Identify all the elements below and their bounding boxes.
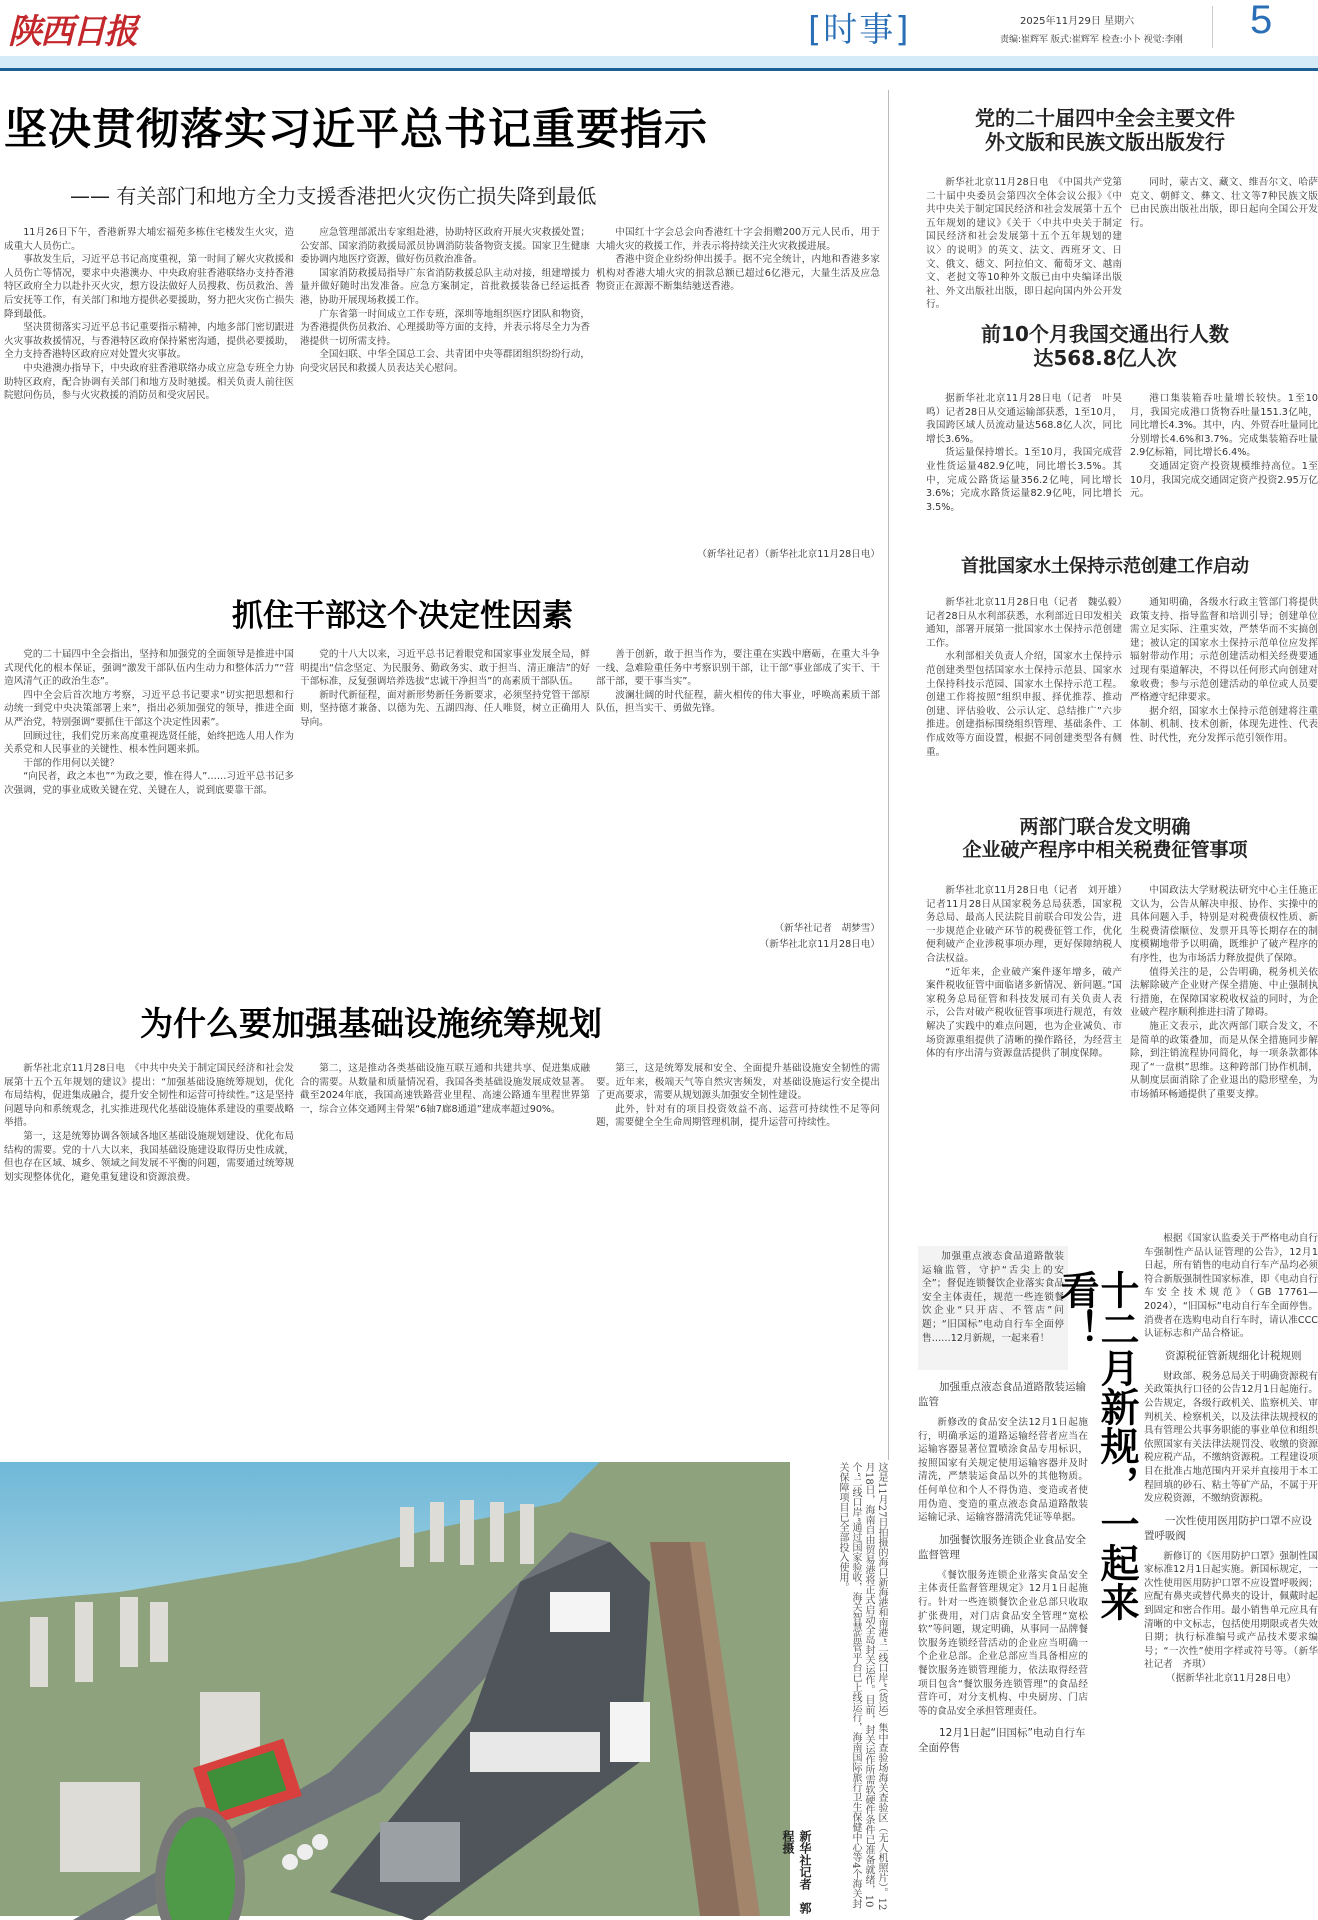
traffic-headline-line-1: 前10个月我国交通出行人数 bbox=[981, 322, 1229, 346]
december-column-1 bbox=[918, 1380, 1088, 1900]
docs-paragraph: 新华社北京11月28日电 《中国共产党第二十届中央委员会第四次全体会议公报》《中共中央关于制定国民经济和社会发展第十五个五年规划的建议》《关于〈中共中央关于制定国民经济和社会发展第十五个五年规划的建议〉的说明》的英文、法文、西班牙文、日文、俄文、德文、阿拉伯文、葡萄牙文、越南文、老挝文等10种外文版已由中央编译出版社、外文出版社出版，即日起向国内外公开发行。 bbox=[926, 177, 1122, 311]
tax-paragraph: “近年来，企业破产案件逐年增多，破产案件税收征管中面临诸多新情况、新问题。”国家税务总局征管和科技发展司有关负责人表示，公告对破产税收征管事项进行规范，有效解决了实践中的难点问题，也为企业减负、市场资源重组提供了清晰的操作路径，为经营主体的有序出清与资源盘活提供了制度保障。 bbox=[926, 966, 1122, 1060]
soil-column-1 bbox=[926, 596, 1122, 796]
cadres-byline-dateline: （新华社北京11月28日电） bbox=[759, 939, 880, 950]
december-item-body: 新修改的食品安全法12月1日起施行，明确承运的道路运输经营者应当在运输容器显著位置喷涂食品专用标识，按照国家有关规定使用运输容器并及时清洗，严禁装运食品以外的其他物质。任何单位和个人不得伪造、变造或者使用伪造、变造的重点液态食品道路散装运输记录、运输容器清洗凭证等单据。 bbox=[918, 1417, 1088, 1524]
cadres-column-1 bbox=[4, 648, 294, 978]
traffic-paragraph: 交通固定资产投资规模维持高位。1至10月，我国完成交通固定资产投资2.95万亿元。 bbox=[1130, 460, 1318, 500]
docs-headline-line-2: 外文版和民族文版出版发行 bbox=[985, 130, 1225, 154]
traffic-paragraph: 货运量保持增长。1至10月，我国完成营业性货运量482.9亿吨，同比增长3.5%。其中，完成公路货运量356.2亿吨，同比增长3.6%；完成水路货运量82.9亿吨，同比增长3.5%。 bbox=[926, 447, 1122, 513]
cadres-paragraph: 干部的作用何以关键？ bbox=[23, 757, 120, 769]
aerial-photo-illustration bbox=[0, 1462, 790, 1916]
soil-paragraph: 通知明确，各级水行政主管部门将提供政策支持、指导监督和培训引导；创建单位需立足实际、注重实效，严禁华而不实搞创建；被认定的国家水土保持示范单位应发挥辐射带动作用；示范创建活动相关经费要通过现有渠道解决，不得以任何形式向创建对象收费；参与示范创建活动的单位或人员要严格遵守纪律要求。 bbox=[1130, 597, 1318, 704]
december-item-body: 《餐饮服务连锁企业落实食品安全主体责任监督管理规定》12月1日起施行。针对一些连锁餐饮企业总部只收取扩张费用，对门店食品安全管理“宽松软”等问题，规定明确，从事同一品牌餐饮服务连锁经营活动的企业应当明确一个企业总部。企业总部应当具备相应的餐饮服务连锁管理能力，依法取得经营项目包含“餐饮服务连锁管理”的食品经营许可，对分支机构、中央厨房、门店等的食品安全承担管理责任。 bbox=[918, 1569, 1088, 1717]
lead-paragraph: 国家消防救援局指导广东省消防救援总队主动对接，组建增援力量并做好随时出发准备。应急方案制定，首批救援装备已经运抵香港，协助开展现场救援工作。 bbox=[300, 267, 590, 306]
infra-column-2 bbox=[300, 1062, 590, 1450]
december-item-title: 资源税征管新规细化计税规则 bbox=[1165, 1349, 1302, 1362]
soil-paragraph: 水利部相关负责人介绍，国家水土保持示范创建类型包括国家水土保持示范县、国家水土保持科技示范园、国家水土保持示范工程。创建工作将按照“组织申报、择优推荐、推动创建、评估验收、公示认定、总结推广”六步推进。创建指标围绕组织管理、基础条件、工作成效等方面设置，根据不同创建类型各有侧重。 bbox=[926, 651, 1122, 758]
infra-column-1 bbox=[4, 1062, 294, 1450]
infra-headline: 为什么要加强基础设施统筹规划 bbox=[140, 1004, 602, 1043]
december-vertical-title: 十二月新规，一起来看！ bbox=[1054, 1270, 1139, 1621]
lead-column-2 bbox=[300, 226, 590, 572]
masthead-divider bbox=[1212, 6, 1213, 48]
cadres-paragraph: 党的十八大以来，习近平总书记着眼党和国家事业发展全局，鲜明提出“信念坚定、为民服务、勤政务实、敢于担当、清正廉洁”的好干部标准，反复强调培养选拔“忠诚干净担当”的高素质干部队伍。 bbox=[300, 649, 590, 688]
cadres-paragraph: 党的二十届四中全会指出，坚持和加强党的全面领导是推进中国式现代化的根本保证，强调“激发干部队伍内生动力和整体活力”“营造风清气正的政治生态”。 bbox=[4, 649, 294, 688]
december-intro-box bbox=[918, 1246, 1068, 1370]
december-item-title: 12月1日起“旧国标”电动自行车全面停售 bbox=[918, 1727, 1086, 1755]
lead-paragraph: 香港中资企业纷纷伸出援手。据不完全统计，内地和香港多家机构对香港大埔火灾的捐款总额已超过6亿港元，大量生活及应急物资正在源源不断集结驰送香港。 bbox=[596, 254, 880, 293]
section-label: [时事] bbox=[808, 10, 911, 50]
tax-headline-line-1: 两部门联合发文明确 bbox=[1019, 816, 1191, 838]
tax-paragraph: 新华社北京11月28日电（记者 刘开雄）记者11月28日从国家税务总局获悉，国家税务总局、最高人民法院目前联合印发公告，进一步规范企业破产环节的税费征管工作，优化便利破产企业涉税事项办理，更好保障纳税人合法权益。 bbox=[926, 885, 1122, 964]
lead-column-3 bbox=[596, 226, 880, 544]
lead-subheadline: —— 有关部门和地方全力支援香港把火灾伤亡损失降到最低 bbox=[70, 184, 597, 208]
lead-byline: （新华社记者）（新华社北京11月28日电） bbox=[697, 549, 880, 560]
lead-paragraph: 11月26日下午，香港新界大埔宏福苑多栋住宅楼发生火灾，造成重大人员伤亡。 bbox=[4, 227, 294, 252]
cadres-column-3 bbox=[596, 648, 880, 918]
lead-paragraph: 中央港澳办指导下，中央政府驻香港联络办成立应急专班全力协助特区政府，配合协调有关部门和地方及时驰援。相关负责人前往医院慰问伤员，参与火灾救援的消防员和受灾居民。 bbox=[4, 362, 294, 402]
traffic-column-1 bbox=[926, 392, 1122, 534]
docs-paragraph: 同时，蒙古文、藏文、维吾尔文、哈萨克文、朝鲜文、彝文、壮文等7种民族文版已由民族出版社出版，即日起向全国公开发行。 bbox=[1130, 177, 1318, 229]
docs-column-1 bbox=[926, 176, 1122, 311]
december-item-title: 加强重点液态食品道路散装运输监管 bbox=[918, 1381, 1086, 1408]
photo-caption: 这是11月27日拍摄的海口新海港和南港“二线口岸”（货运）集中查验场海关查验区（无人机照片）。12月18日，海南自由贸易港将正式启动全岛封关运作。目前，封关运作所需软硬件条件已准备就绪，10个“二线口岸”通过国家验收，海关智慧监管平台已上线运行，海南国际旅行卫生保健中心等4个海关封关保障项目已全部投入使用。 bbox=[837, 1462, 887, 1911]
traffic-column-2 bbox=[1130, 392, 1318, 534]
tax-paragraph: 中国政法大学财税法研究中心主任施正文认为，公告从解决申报、协作、实操中的具体问题入手，特别是对税费债权性质、新生税费清偿顺位、发票开具等长期存在的制度模糊地带予以明确，既维护了破产程序的有序性，也为市场活力释放提供了保障。 bbox=[1130, 885, 1318, 964]
staff-credits: 责编:崔辉军 版式:崔辉军 检查:小卜 视觉:李刚 bbox=[1000, 35, 1183, 45]
lead-paragraph: 应急管理部派出专家组赴港，协助特区政府开展火灾救援处置；公安部、国家消防救援局派员协调消防装备物资支援。国家卫生健康委协调内地医疗资源，做好伤员救治准备。 bbox=[300, 227, 590, 266]
column-divider bbox=[888, 90, 889, 1460]
december-intro: 加强重点液态食品道路散装运输监管，守护“舌尖上的安全”；督促连锁餐饮企业落实食品安全主体责任，规范一些连锁餐饮企业“只开店、不管店”问题；“旧国标”电动自行车全面停售……12月新规，一起来看！ bbox=[922, 1251, 1064, 1344]
traffic-paragraph: 据新华社北京11月28日电（记者 叶昊鸣）记者28日从交通运输部获悉，1至10月，我国跨区域人员流动量达568.8亿人次，同比增长3.6%。 bbox=[926, 393, 1122, 445]
infra-paragraph: 第二，这是推动各类基础设施互联互通和共建共享、促进集成融合的需要。从数量和质量情况看，我国各类基础设施发展成效显著。截至2024年底，我国高速铁路营业里程、高速公路通车里程世界第一，综合立体交通网主骨架“6轴7廊8通道”建成率超过90%。 bbox=[300, 1063, 590, 1115]
lead-paragraph: 坚决贯彻落实习近平总书记重要指示精神，内地多部门密切跟进火灾事故救援情况，与香港特区政府保持紧密沟通，提供必要援助，全力支持香港特区政府应对处置火灾事故。 bbox=[4, 322, 294, 361]
soil-headline: 首批国家水土保持示范创建工作启动 bbox=[961, 556, 1249, 577]
infra-paragraph: 此外，针对有的项目投资效益不高、运营可持续性不足等问题，需要健全全生命周期管理机制，提升运营可持续性。 bbox=[596, 1103, 880, 1129]
lead-headline: 坚决贯彻落实习近平总书记重要指示 bbox=[4, 105, 708, 155]
december-item-body: 财政部、税务总局关于明确资源税有关政策执行口径的公告12月1日起施行。公告规定，各级行政机关、监察机关、审判机关、检察机关，以及法律法规授权的具有管理公共事务职能的事业单位和组织依照国家有关法律法规罚没、收缴的资源税应税产品，不缴纳资源税。工程建设项目在批准占地范围内开采并直接用于本工程回填的砂石、粘土等矿产品，不属于开发应税资源，不缴纳资源税。 bbox=[1144, 1370, 1318, 1505]
lead-paragraph: 广东省第一时间成立工作专班，深圳等地组织医疗团队和物资，为香港提供伤员救治、心理援助等方面的支持，并表示将尽全力为香港提供一切所需支持。 bbox=[300, 308, 590, 347]
december-column-2 bbox=[1144, 1232, 1318, 1916]
december-byline: （据新华社北京11月28日电） bbox=[1166, 1673, 1296, 1685]
masthead bbox=[0, 0, 1318, 60]
header-band bbox=[0, 56, 1318, 68]
issue-date: 2025年11月29日 星期六 bbox=[1020, 16, 1135, 27]
cadres-paragraph: 波澜壮阔的时代征程，薪火相传的伟大事业，呼唤高素质干部队伍，担当实干、勇做先锋。 bbox=[596, 689, 880, 715]
tax-column-1 bbox=[926, 884, 1122, 1224]
cadres-paragraph: 新时代新征程，面对新形势新任务新要求，必须坚持党管干部原则，坚持德才兼备、以德为先、五湖四海、任人唯贤，树立正确用人导向。 bbox=[300, 689, 590, 728]
infra-paragraph: 第三，这是统筹发展和安全、全面提升基础设施安全韧性的需要。近年来，极端天气等自然灾害频发，对基础设施运行安全提出了更高要求，需要从规划源头加强安全韧性建设。 bbox=[596, 1063, 880, 1102]
lead-paragraph: 中国红十字会总会向香港红十字会捐赠200万元人民币，用于大埔火灾的救援工作，并表示将持续关注火灾救援进展。 bbox=[596, 227, 880, 252]
aerial-photo-hainan-port bbox=[0, 1462, 790, 1916]
infra-paragraph: 新华社北京11月28日电 《中共中央关于制定国民经济和社会发展第十五个五年规划的建议》提出：“加强基础设施统筹规划，优化布局结构，促进集成融合，提升安全韧性和运营可持续性。”这是坚持问题导向和系统观念，扎实推进现代化基础设施体系建设的重要战略举措。 bbox=[4, 1063, 294, 1129]
cadres-paragraph: “向民者，政之本也”“为政之要，惟在得人”……习近平总书记多次强调，党的事业成败关键在党、关键在人，说到底要靠干部。 bbox=[4, 771, 294, 796]
infra-column-3 bbox=[596, 1062, 880, 1450]
infra-paragraph: 第一，这是统筹协调各领域各地区基础设施规划建设、优化布局结构的需要。党的十八大以来，我国基础设施建设取得历史性成就，但也存在区域、城乡、领域之间发展不平衡的问题，需要通过统筹规划实现整体优化，避免重复建设和资源浪费。 bbox=[4, 1130, 294, 1183]
december-item-body: 根据《国家认监委关于严格电动自行车强制性产品认证管理的公告》，12月1日起，所有销售的电动自行车产品均必须符合新版强制性国家标准，即《电动自行车安全技术规范》（GB 17761—2024），“旧国标”电动自行车全面停售。消费者在选购电动自行车时，请认准CCC认证标志和产品合格证。 bbox=[1144, 1233, 1318, 1340]
cadres-paragraph: 回顾过往，我们党历来高度重视选贤任能，始终把选人用人作为关系党和人民事业的关键性、根本性问题来抓。 bbox=[4, 730, 294, 756]
photo-credit: 新华社记者 郭程摄 bbox=[781, 1830, 812, 1914]
tax-headline bbox=[896, 816, 1314, 862]
december-item-title: 加强餐饮服务连锁企业食品安全监督管理 bbox=[918, 1533, 1086, 1561]
december-item-body: 新修订的《医用防护口罩》强制性国家标准12月1日起实施。新国标规定，一次性使用医用防护口罩不应设置呼吸阀；应配有鼻夹或替代鼻夹的设计，佩戴时起到固定和密合作用。最小销售单元应具有清晰的中文标志，包括使用期限或者失效日期；执行标准编号或产品技术要求编号；“一次性”使用字样或符号等。（新华社记者 齐琪） bbox=[1144, 1550, 1318, 1671]
december-item-title: 一次性使用医用防护口罩不应设置呼吸阀 bbox=[1144, 1514, 1312, 1542]
header-rule bbox=[0, 68, 1318, 71]
soil-paragraph: 新华社北京11月28日电（记者 魏弘毅）记者28日从水利部获悉，水利部近日印发相关通知，部署开展第一批国家水土保持示范创建工作。 bbox=[926, 597, 1122, 649]
lead-paragraph: 事故发生后，习近平总书记高度重视，第一时间了解火灾救援和人员伤亡等情况，要求中央港澳办、中央政府驻香港联络办支持香港特区政府全力以赴扑灭火灾，想方设法做好人员搜救、伤员救治、善后安抚等工作，有关部门和地方提供必要援助，努力把火灾伤亡损失降到最低。 bbox=[4, 254, 294, 320]
tax-paragraph: 施正文表示，此次两部门联合发文，不是简单的政策叠加，而是从保全措施同步解除，到注销流程协同简化，每一项条款都体现了“一盘棋”思维。这种跨部门协作机制，从制度层面消除了企业退出的隐形壁垒，为市场循环畅通提供了重要支撑。 bbox=[1130, 1020, 1318, 1100]
traffic-headline bbox=[896, 322, 1314, 370]
docs-headline-line-1: 党的二十届四中全会主要文件 bbox=[975, 106, 1235, 130]
page-number: 5 bbox=[1250, 0, 1273, 42]
cadres-column-2 bbox=[300, 648, 590, 978]
tax-column-2 bbox=[1130, 884, 1318, 1224]
cadres-paragraph: 四中全会后首次地方考察，习近平总书记要求“切实把思想和行动统一到党中央决策部署上来”，指出必须加强党的领导，推进全面从严治党，特别强调“要抓住干部这个决定性因素”。 bbox=[4, 689, 294, 728]
newspaper-logo: 陕西日报 bbox=[8, 12, 136, 52]
lead-column-1 bbox=[4, 226, 294, 572]
traffic-headline-line-2: 达568.8亿人次 bbox=[1033, 346, 1177, 370]
docs-column-2 bbox=[1130, 176, 1318, 298]
traffic-paragraph: 港口集装箱吞吐量增长较快。1至10月，我国完成港口货物吞吐量151.3亿吨，同比增长4.3%。其中，内、外贸吞吐量同比分别增长4.6%和3.7%。完成集装箱吞吐量2.9亿标箱，同比增长6.4%。 bbox=[1130, 393, 1318, 459]
cadres-paragraph: 善于创新，敢于担当作为，要注重在实践中磨砺，在重大斗争一线、急难险重任务中考察识别干部，让干部“事业部成了实干、干部干部，要干事当实”。 bbox=[596, 649, 880, 688]
cadres-byline-reporter: （新华社记者 胡梦雪） bbox=[774, 923, 880, 934]
tax-headline-line-2: 企业破产程序中相关税费征管事项 bbox=[962, 838, 1248, 861]
soil-column-2 bbox=[1130, 596, 1318, 796]
soil-paragraph: 据介绍，国家水土保持示范创建将注重体制、机制、技术创新，体现先进性、代表性、时代性，充分发挥示范引领作用。 bbox=[1130, 705, 1318, 744]
lead-paragraph: 全国妇联、中华全国总工会、共青团中央等群团组织纷纷行动，向受灾居民和救援人员表达关心慰问。 bbox=[300, 349, 590, 374]
tax-paragraph: 值得关注的是，公告明确，税务机关依法解除破产企业财产保全措施、中止强制执行措施，在保障国家税收权益的同时，为企业破产程序顺利推进扫清了障碍。 bbox=[1130, 966, 1318, 1019]
docs-headline bbox=[896, 106, 1314, 154]
cadres-headline: 抓住干部这个决定性因素 bbox=[232, 598, 573, 634]
